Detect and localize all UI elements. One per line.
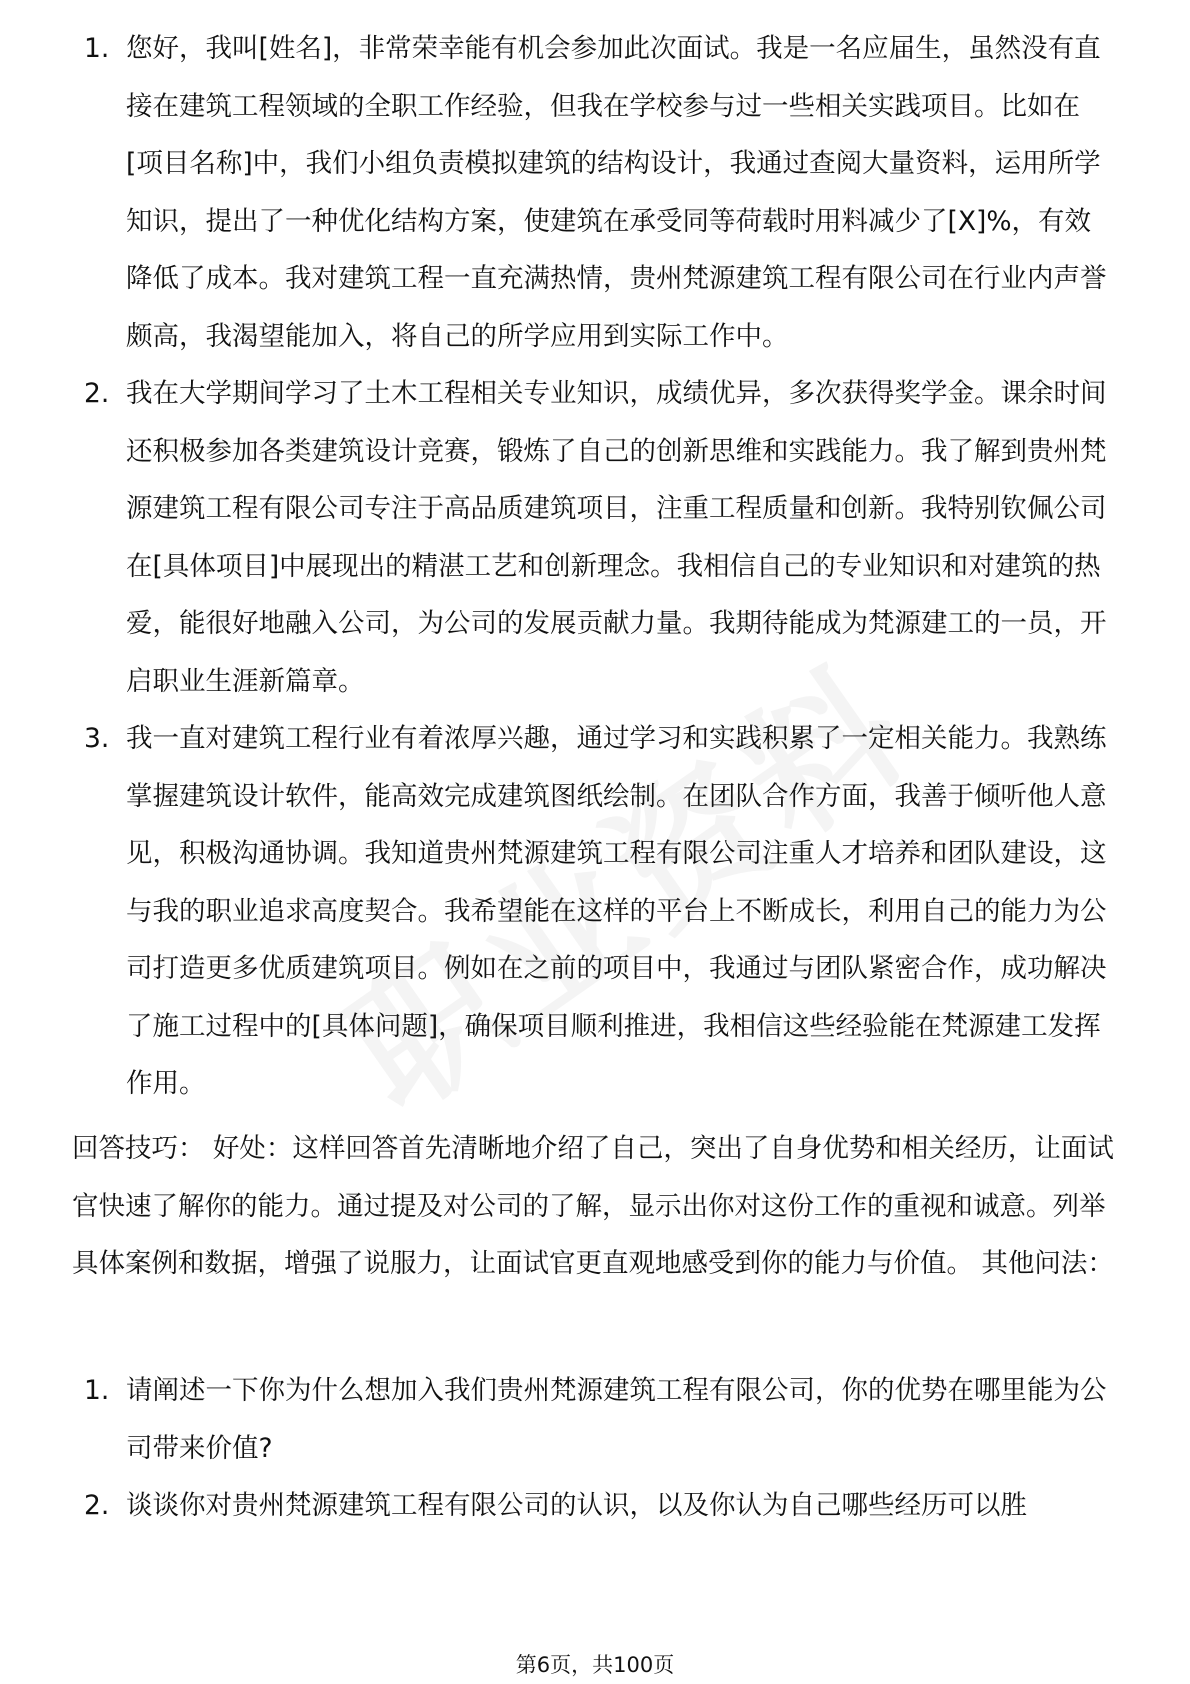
list-item: [0, 1362, 1190, 1477]
answer-list: [0, 20, 1190, 1110]
list-item: [0, 365, 1190, 710]
list-item: [0, 710, 1190, 1110]
answer-tips-paragraph: 回答技巧： 好处：这样回答首先清晰地介绍了自己，突出了自身优势和相关经历，让面试官快速了解你的能力。通过提及对公司的了解，显示出你对这份工作的重视和诚意。列举具体案例和数据，增强了说服力，让面试官更直观地感受到你的能力与价值。 其他问法：: [72, 1133, 1114, 1279]
list-item: [0, 1477, 1190, 1535]
page-footer: 第6页，共100页: [515, 1653, 675, 1677]
list-text: 请阐述一下你为什么想加入我们贵州梵源建筑工程有限公司，你的优势在哪里能为公司带来价值?: [126, 1375, 1107, 1464]
list-number: 3.: [84, 723, 110, 754]
list-text: 我一直对建筑工程行业有着浓厚兴趣，通过学习和实践积累了一定相关能力。我熟练掌握建筑设计软件，能高效完成建筑图纸绘制。在团队合作方面，我善于倾听他人意见，积极沟通协调。我知道贵州梵源建筑工程有限公司注重人才培养和团队建设，这与我的职业追求高度契合。我希望能在这样的平台上不断成长，利用自己的能力为公司打造更多优质建筑项目。例如在之前的项目中，我通过与团队紧密合作，成功解决了施工过程中的[具体问题]，确保项目顺利推进，我相信这些经验能在梵源建工发挥作用。: [126, 723, 1107, 1099]
list-text: 我在大学期间学习了土木工程相关专业知识，成绩优异，多次获得奖学金。课余时间还积极参加各类建筑设计竞赛，锻炼了自己的创新思维和实践能力。我了解到贵州梵源建筑工程有限公司专注于高品质建筑项目，注重工程质量和创新。我特别钦佩公司在[具体项目]中展现出的精湛工艺和创新理念。我相信自己的专业知识和对建筑的热爱，能很好地融入公司，为公司的发展贡献力量。我期待能成为梵源建工的一员，开启职业生涯新篇章。: [126, 378, 1107, 697]
list-number: 2.: [84, 378, 110, 409]
list-item: [0, 20, 1190, 365]
list-text: 您好，我叫[姓名]，非常荣幸能有机会参加此次面试。我是一名应届生，虽然没有直接在建筑工程领域的全职工作经验，但我在学校参与过一些相关实践项目。比如在[项目名称]中，我们小组负责模拟建筑的结构设计，我通过查阅大量资料，运用所学知识，提出了一种优化结构方案，使建筑在承受同等荷载时用料减少了[X]%，有效降低了成本。我对建筑工程一直充满热情，贵州梵源建筑工程有限公司在行业内声誉颇高，我渴望能加入，将自己的所学应用到实际工作中。: [126, 33, 1107, 352]
list-number: 1.: [84, 1375, 110, 1406]
other-questions-list: [0, 1362, 1190, 1535]
list-text: 谈谈你对贵州梵源建筑工程有限公司的认识，以及你认为自己哪些经历可以胜: [126, 1490, 1027, 1521]
list-number: 2.: [84, 1490, 110, 1521]
list-number: 1.: [84, 33, 110, 64]
